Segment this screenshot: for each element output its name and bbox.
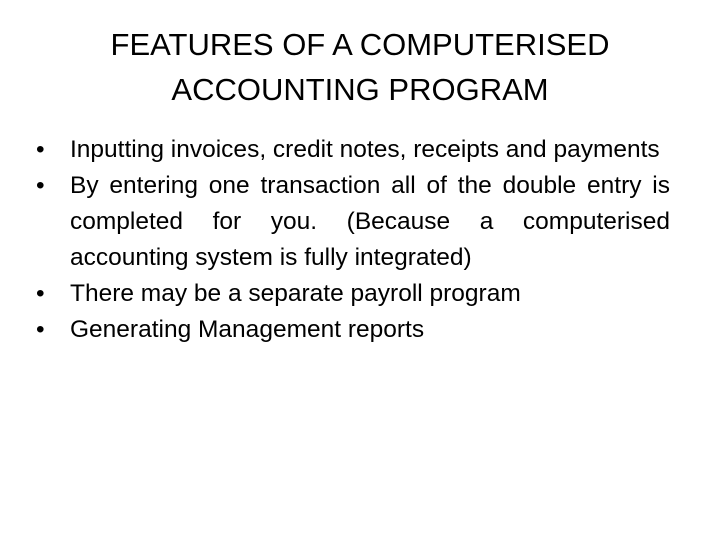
bullet-text: Generating Management reports: [70, 316, 425, 343]
bullet-item: [36, 276, 670, 312]
slide-title: [60, 22, 660, 112]
bullet-text: By entering one transaction all of the double entry is completed for you. (Because a computerised accounting system is fully integrated): [70, 172, 670, 271]
bullet-item: [36, 312, 670, 348]
bullet-item: [36, 168, 670, 276]
bullet-icon: •: [36, 316, 45, 343]
bullet-icon: •: [36, 172, 45, 199]
title-line-2: ACCOUNTING PROGRAM: [171, 72, 549, 107]
title-line-1: FEATURES OF A COMPUTERISED: [110, 27, 610, 62]
bullet-text: Inputting invoices, credit notes, receipts and payments: [70, 136, 660, 163]
bullet-item: [36, 132, 670, 168]
bullet-list: [36, 132, 670, 348]
bullet-icon: •: [36, 280, 45, 307]
bullet-icon: •: [36, 136, 45, 163]
bullet-text: There may be a separate payroll program: [70, 280, 521, 307]
